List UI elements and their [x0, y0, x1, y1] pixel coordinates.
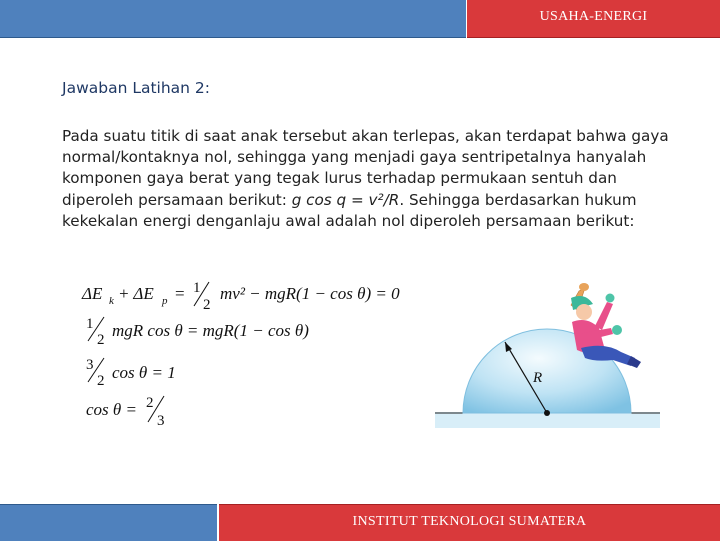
eq1-equals: = [175, 284, 185, 303]
child-head [576, 304, 592, 320]
radius-label: R [533, 370, 543, 386]
paragraph-part-2: . Sehingga berdasarkan hukum kekekalan energi denganlaju awal adalah nol diperoleh persamaan berikut: [62, 190, 637, 230]
forward-mitten [612, 325, 622, 335]
eq2-frac-num: 1 [86, 316, 94, 332]
eq1-frac-num: 1 [193, 280, 201, 296]
sliding-child-on-dome-figure [435, 272, 660, 430]
equation-3 [86, 357, 176, 389]
slide-topic-title: USAHA-ENERGI [539, 9, 648, 24]
eq3-frac-den: 2 [97, 373, 105, 389]
top-banner-blue-segment [0, 0, 466, 38]
eq2-frac-den: 2 [97, 332, 105, 348]
eq1-rest: mv² − mgR(1 − cos θ) = 0 [220, 284, 400, 303]
raised-mitten [606, 294, 615, 303]
institution-footer: INSTITUT TEKNOLOGI SUMATERA [352, 514, 587, 529]
eq4-frac-den: 3 [157, 413, 165, 429]
energy-equations [80, 276, 425, 431]
eq4-lhs: cos θ = [86, 400, 137, 419]
equation-2 [86, 316, 309, 348]
eq1-frac-den: 2 [203, 297, 211, 313]
eq4-frac-num: 2 [146, 395, 154, 411]
equation-4 [86, 395, 165, 429]
eq1-plus-delta-e: + ΔE [118, 284, 154, 303]
dome-center-point [544, 410, 550, 416]
inline-formula: g cos q = v²/R [291, 190, 400, 209]
top-banner [0, 0, 720, 38]
bottom-banner-blue-segment [0, 504, 217, 541]
raised-arm [595, 302, 613, 330]
answer-heading-colon: : [204, 79, 211, 97]
eq3-frac-num: 3 [86, 357, 94, 373]
explanation-paragraph [62, 126, 692, 232]
hat-pompom [579, 283, 589, 291]
equation-1 [81, 280, 400, 313]
eq3-rest: cos θ = 1 [112, 363, 176, 382]
answer-heading [62, 79, 210, 97]
paragraph-part-1: Pada suatu titik di saat anak tersebut akan terlepas, akan terdapat bahwa gaya normal/kontaknya nol, sehingga yang menjadi gaya sentripetalnya hanyalah komponen gaya berat yang tegak lurus terhadap permukaan sentuh dan diperoleh persamaan berikut: [62, 127, 669, 209]
hemisphere-dome [463, 329, 631, 413]
eq2-rest: mgR cos θ = mgR(1 − cos θ) [112, 321, 309, 340]
eq1-subscript-p: p [162, 295, 168, 307]
bottom-banner [0, 501, 720, 540]
eq1-subscript-k: k [109, 295, 114, 307]
eq1-delta-e: ΔE [82, 284, 103, 303]
answer-heading-text: Jawaban Latihan 2 [62, 79, 205, 97]
